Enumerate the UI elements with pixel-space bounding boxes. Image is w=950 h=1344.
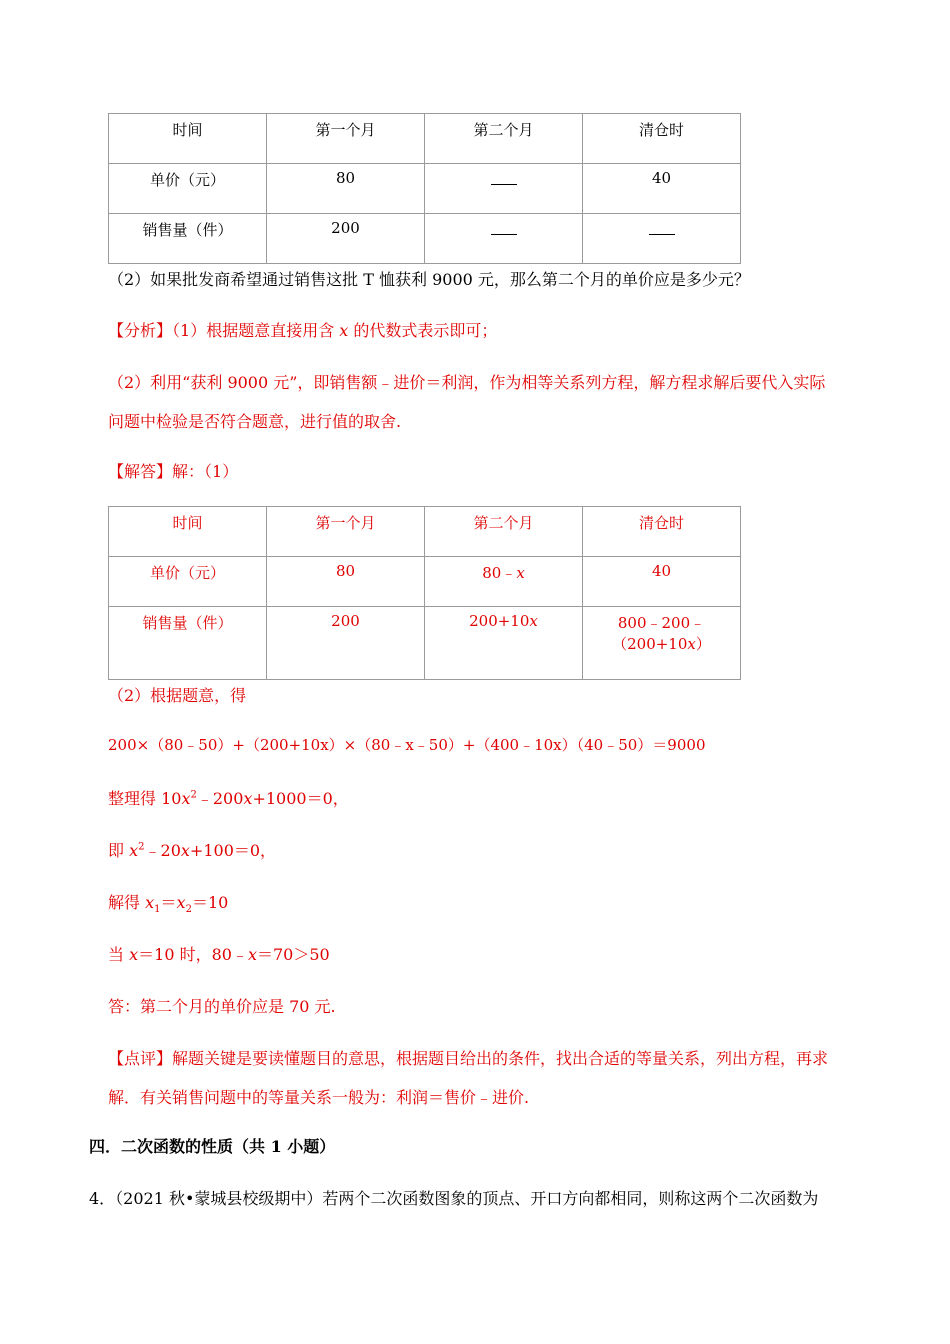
solution-answer: 答：第二个月的单价应是 70 元. xyxy=(108,997,336,1016)
table-cell: 200+10x xyxy=(425,607,583,680)
comment-line-2: 解．有关销售问题中的等量关系一般为：利润＝售价﹣进价. xyxy=(108,1088,530,1107)
table-header-cell: 第二个月 xyxy=(425,114,583,164)
table-header-cell: 第二个月 xyxy=(425,507,583,557)
table-cell: 800﹣200﹣ （200+10x） xyxy=(583,607,741,680)
sales-table-question xyxy=(108,113,741,264)
table-cell: 单价（元） xyxy=(109,164,267,214)
solution-line-4: 即 $x^2﹣20x+100=0$， xyxy=(108,841,277,860)
table-row xyxy=(109,607,741,680)
table-cell: 单价（元） xyxy=(109,557,267,607)
table-header-cell: 清仓时 xyxy=(583,114,741,164)
sales-table-answer xyxy=(108,506,741,680)
table-header-cell: 时间 xyxy=(109,507,267,557)
solution-line-1: （2）根据题意，得 xyxy=(108,686,247,705)
table-row xyxy=(109,114,741,164)
table-header-cell: 时间 xyxy=(109,114,267,164)
solution-line-3: 整理得 $10x^2﹣200x+1000=0$， xyxy=(108,789,349,808)
analysis-line-3: 问题中检验是否符合题意，进行值的取舍. xyxy=(108,412,402,431)
table-cell-blank xyxy=(425,164,583,214)
solution-line-5: 解得 $x_1=x_2=10$ xyxy=(108,893,229,916)
analysis-line-2: （2）利用“获利 9000 元”，即销售额﹣进价＝利润，作为相等关系列方程，解方程求解后要代入实际 xyxy=(108,373,826,392)
table-cell: 200 xyxy=(267,607,425,680)
comment-line-1: 【点评】解题关键是要读懂题目的意思，根据题目给出的条件，找出合适的等量关系，列出方程，再求 xyxy=(108,1049,829,1068)
answer-blank xyxy=(491,170,517,185)
table-row xyxy=(109,214,741,264)
answer-intro: 【解答】解：（1） xyxy=(108,462,239,481)
table-cell: 40 xyxy=(583,557,741,607)
question-part-2: （2）如果批发商希望通过销售这批 T 恤获利 9000 元，那么第二个月的单价应是多少元？ xyxy=(108,270,750,289)
table-row xyxy=(109,164,741,214)
table-cell: 80 xyxy=(267,557,425,607)
table-header-cell: 第一个月 xyxy=(267,507,425,557)
solution-line-6: 当 x＝10 时，80﹣x＝70＞50 xyxy=(108,945,330,964)
analysis-tag: 【分析】 xyxy=(108,321,173,340)
table-cell: 40 xyxy=(583,164,741,214)
table-cell: 80 xyxy=(267,164,425,214)
comment-tag: 【点评】 xyxy=(108,1049,173,1068)
table-cell-blank xyxy=(425,214,583,264)
solution-line-2: 200×（80﹣50）+（200+10x）×（80﹣x﹣50）+（400﹣10x）（40﹣50）＝9000 xyxy=(108,736,706,754)
answer-blank xyxy=(491,220,517,235)
table-cell: 销售量（件） xyxy=(109,214,267,264)
table-header-cell: 清仓时 xyxy=(583,507,741,557)
analysis-line-1: 【分析】（1）根据题意直接用含 x 的代数式表示即可； xyxy=(108,321,498,340)
table-cell: 200 xyxy=(267,214,425,264)
section-heading: 四．二次函数的性质（共 1 小题） xyxy=(89,1137,336,1156)
table-row xyxy=(109,507,741,557)
answer-blank xyxy=(649,220,675,235)
table-header-cell: 第一个月 xyxy=(267,114,425,164)
question-4: 4．（2021 秋•蒙城县校级期中）若两个二次函数图象的顶点、开口方向都相同，则称这两个二次函数为 xyxy=(89,1189,819,1208)
table-cell: 80﹣x xyxy=(425,557,583,607)
table-row xyxy=(109,557,741,607)
table-cell-blank xyxy=(583,214,741,264)
table-cell: 销售量（件） xyxy=(109,607,267,680)
answer-tag: 【解答】 xyxy=(108,462,173,481)
